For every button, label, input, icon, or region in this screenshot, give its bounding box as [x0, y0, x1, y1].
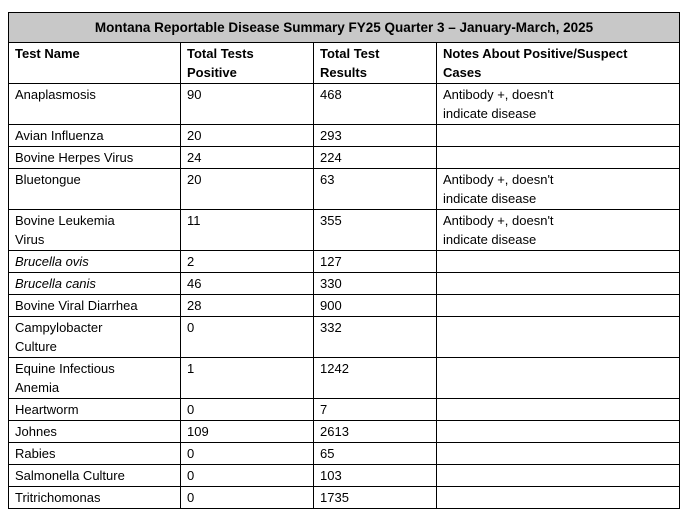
notes-cell: [437, 147, 680, 169]
positive-cell: 2: [181, 251, 314, 273]
table-row: [9, 358, 680, 399]
results-cell: 900: [314, 295, 437, 317]
positive-cell: 1: [181, 358, 314, 399]
header-total-results: Total Test Results: [314, 43, 437, 84]
test-name-cell: Bovine Herpes Virus: [9, 147, 181, 169]
positive-cell: 20: [181, 169, 314, 210]
test-name-cell: Avian Influenza: [9, 125, 181, 147]
notes-cell: [437, 399, 680, 421]
test-name-cell: Brucella ovis: [9, 251, 181, 273]
positive-cell: 24: [181, 147, 314, 169]
test-name-cell: Bovine Leukemia Virus: [9, 210, 181, 251]
test-name-cell: Rabies: [9, 443, 181, 465]
table-title: Montana Reportable Disease Summary FY25 Quarter 3 – January-March, 2025: [9, 13, 680, 43]
notes-cell: [437, 358, 680, 399]
table-row: [9, 169, 680, 210]
table-row: [9, 295, 680, 317]
results-cell: 65: [314, 443, 437, 465]
positive-cell: 0: [181, 465, 314, 487]
results-cell: 63: [314, 169, 437, 210]
positive-cell: 0: [181, 317, 314, 358]
positive-cell: 46: [181, 273, 314, 295]
header-total-positive: Total Tests Positive: [181, 43, 314, 84]
positive-cell: 20: [181, 125, 314, 147]
positive-cell: 0: [181, 443, 314, 465]
results-cell: 127: [314, 251, 437, 273]
test-name-cell: Bovine Viral Diarrhea: [9, 295, 181, 317]
notes-cell: [437, 251, 680, 273]
results-cell: 103: [314, 465, 437, 487]
positive-cell: 0: [181, 399, 314, 421]
positive-cell: 11: [181, 210, 314, 251]
table-row: [9, 125, 680, 147]
notes-cell: Antibody +, doesn't indicate disease: [437, 210, 680, 251]
results-cell: 7: [314, 399, 437, 421]
results-cell: 293: [314, 125, 437, 147]
table-row: [9, 84, 680, 125]
results-cell: 1242: [314, 358, 437, 399]
positive-cell: 90: [181, 84, 314, 125]
notes-cell: Antibody +, doesn't indicate disease: [437, 169, 680, 210]
test-name-cell: Johnes: [9, 421, 181, 443]
notes-cell: Antibody +, doesn't indicate disease: [437, 84, 680, 125]
notes-cell: [437, 443, 680, 465]
test-name-cell: Brucella canis: [9, 273, 181, 295]
table-row: [9, 210, 680, 251]
table-row: [9, 465, 680, 487]
table-row: [9, 487, 680, 509]
notes-cell: [437, 465, 680, 487]
table-row: [9, 317, 680, 358]
notes-cell: [437, 125, 680, 147]
results-cell: 224: [314, 147, 437, 169]
results-cell: 355: [314, 210, 437, 251]
disease-summary-table: [8, 12, 680, 509]
notes-cell: [437, 421, 680, 443]
table-row: [9, 399, 680, 421]
table-row: [9, 273, 680, 295]
notes-cell: [437, 295, 680, 317]
notes-cell: [437, 487, 680, 509]
notes-cell: [437, 317, 680, 358]
table-row: [9, 147, 680, 169]
test-name-cell: Tritrichomonas: [9, 487, 181, 509]
test-name-cell: Equine Infectious Anemia: [9, 358, 181, 399]
header-notes: Notes About Positive/Suspect Cases: [437, 43, 680, 84]
test-name-cell: Salmonella Culture: [9, 465, 181, 487]
results-cell: 468: [314, 84, 437, 125]
table-row: [9, 443, 680, 465]
notes-cell: [437, 273, 680, 295]
test-name-cell: Bluetongue: [9, 169, 181, 210]
header-test-name: Test Name: [9, 43, 181, 84]
test-name-cell: Heartworm: [9, 399, 181, 421]
results-cell: 332: [314, 317, 437, 358]
positive-cell: 28: [181, 295, 314, 317]
positive-cell: 0: [181, 487, 314, 509]
table-row: [9, 421, 680, 443]
table-row: [9, 251, 680, 273]
test-name-cell: Anaplasmosis: [9, 84, 181, 125]
results-cell: 1735: [314, 487, 437, 509]
test-name-cell: Campylobacter Culture: [9, 317, 181, 358]
results-cell: 330: [314, 273, 437, 295]
positive-cell: 109: [181, 421, 314, 443]
results-cell: 2613: [314, 421, 437, 443]
